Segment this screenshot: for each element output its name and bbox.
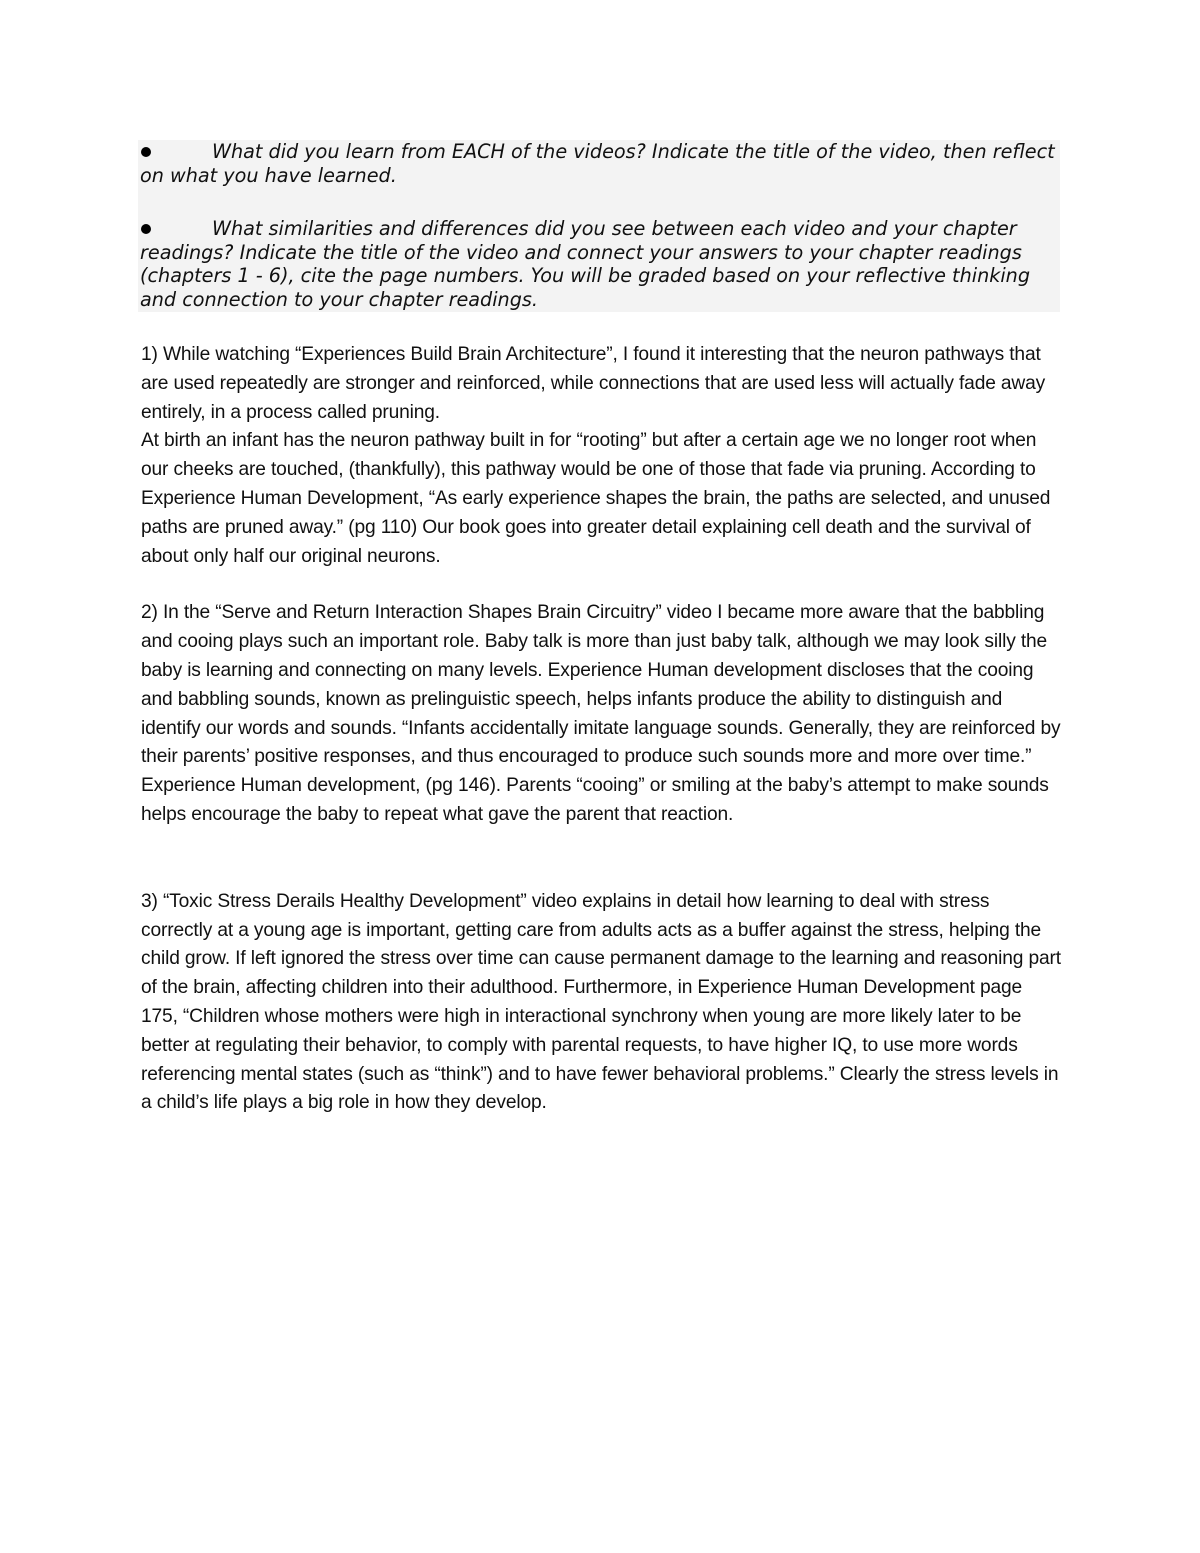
- assignment-prompts: [138, 140, 1060, 312]
- answer-3: 3) “Toxic Stress Derails Healthy Development” video explains in detail how learning to deal with stress correctly at a young age is important, getting care from adults acts as a buffer against the stress, helping the child grow. If left ignored the stress over time can cause permanent damage to the learning and reasoning part of the brain, affecting children into their adulthood. Furthermore, in Experience Human Development page 175, “Children whose mothers were high in interactional synchrony when young are more likely later to be better at regulating their behavior, to comply with parental requests, to have higher IQ, to use more words referencing mental states (such as “think”) and to have fewer behavioral problems.” Clearly the stress levels in a child’s life plays a big role in how they develop.: [141, 890, 1061, 1114]
- answer-2: 2) In the “Serve and Return Interaction Shapes Brain Circuitry” video I became more aware that the babbling and cooing plays such an important role. Baby talk is more than just baby talk, although we may look silly the baby is learning and connecting on many levels. Experience Human development discloses that the cooing and babbling sounds, known as prelinguistic speech, helps infants produce the ability to distinguish and identify our words and sounds. “Infants accidentally imitate language sounds. Generally, they are reinforced by their parents’ positive responses, and thus encouraged to produce such sounds more and more over time.” Experience Human development, (pg 146). Parents “cooing” or smiling at the baby’s attempt to make sounds helps encourage the baby to repeat what gave the parent that reaction.: [141, 602, 1061, 825]
- prompt-text: What similarities and differences did you see between each video and your chapter readings? Indicate the title of the video and connect your answers to your chapter readings (chapters 1 - 6), cite the page numbers. You will be graded based on your reflective thinking and connection to your chapter readings.: [140, 217, 1031, 311]
- response-body: [141, 341, 1061, 1118]
- bullet-icon: [141, 147, 151, 157]
- answer-1-paragraph-1: 1) While watching “Experiences Build Brain Architecture”, I found it interesting that the neuron pathways that are used repeatedly are stronger and reinforced, while connections that are used less will actually fade away entirely, in a process called pruning.: [141, 344, 1046, 423]
- answer-1-paragraph-2: At birth an infant has the neuron pathway built in for “rooting” but after a certain age we no longer root when our cheeks are touched, (thankfully), this pathway would be one of those that fade via pruning. According to Experience Human Development, “As early experience shapes the brain, the paths are selected, and unused paths are pruned away.” (pg 110) Our book goes into greater detail explaining cell death and the survival of about only half our original neurons.: [141, 430, 1051, 567]
- prompt-item: [138, 217, 1060, 311]
- bullet-icon: [141, 224, 151, 234]
- answer-1: [141, 341, 1061, 571]
- prompt-text: What did you learn from EACH of the videos? Indicate the title of the video, then reflect on what you have learned.: [140, 140, 1055, 187]
- prompt-item: [138, 140, 1060, 187]
